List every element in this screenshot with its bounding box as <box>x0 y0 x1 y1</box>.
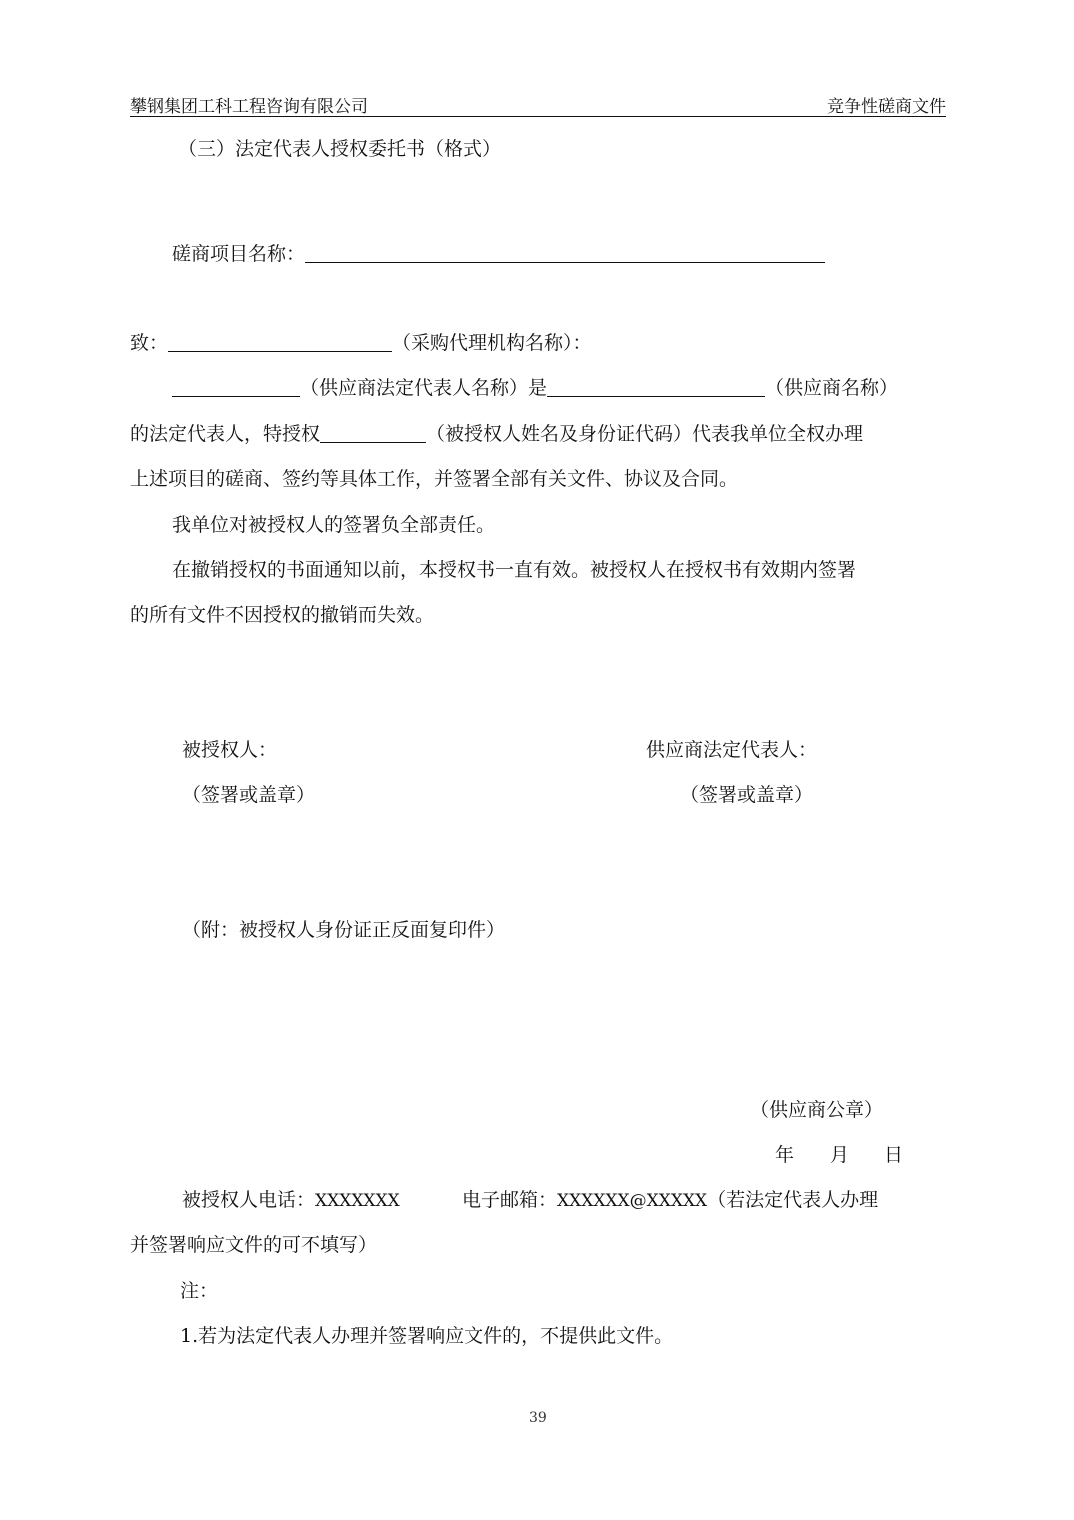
date-day: 日 <box>884 1144 904 1166</box>
header-company: 攀钢集团工科工程咨询有限公司 <box>130 97 368 117</box>
body-para-3-line-2: 的所有文件不因授权的撤销而失效。 <box>130 604 435 626</box>
body-line-2-prefix: 的法定代表人，特授权 <box>130 423 321 445</box>
supplier-hint: （供应商名称） <box>765 377 899 399</box>
supplier-seal-label: （供应商公章） <box>750 1099 884 1121</box>
email-label: 电子邮箱： <box>462 1189 558 1211</box>
date-month: 月 <box>830 1144 850 1166</box>
attachment-note: （附：被授权人身份证正反面复印件） <box>182 919 506 941</box>
body-line-1 <box>172 375 898 401</box>
contact-line <box>182 1187 400 1214</box>
header-rule <box>130 116 946 117</box>
supplier-name-blank <box>547 376 765 397</box>
section-title: （三）法定代表人授权委托书（格式） <box>178 138 502 160</box>
body-line-2 <box>130 421 863 447</box>
authorized-person-label: 被授权人： <box>182 739 278 761</box>
project-name-row <box>172 241 825 267</box>
page-number: 39 <box>529 1410 547 1426</box>
email-line <box>462 1187 878 1214</box>
notes-heading: 注： <box>180 1280 219 1302</box>
contact-note-line-2: 并签署响应文件的可不填写） <box>130 1234 378 1256</box>
body-line-2-suffix: （被授权人姓名及身份证代码）代表我单位全权办理 <box>426 423 864 445</box>
agency-hint: （采购代理机构名称）： <box>392 332 592 354</box>
contact-note-line-1: （若法定代表人办理 <box>707 1189 879 1211</box>
agency-name-blank <box>168 331 392 352</box>
body-para-2: 我单位对被授权人的签署负全部责任。 <box>172 514 496 536</box>
email-value: XXXXXX@XXXXX <box>557 1191 708 1211</box>
body-line-3: 上述项目的磋商、签约等具体工作，并签署全部有关文件、协议及合同。 <box>130 468 739 490</box>
phone-label: 被授权人电话： <box>182 1189 316 1211</box>
legal-rep-sign: （签署或盖章） <box>680 784 814 806</box>
header-doc-type: 竞争性磋商文件 <box>827 97 946 117</box>
authorized-name-blank <box>320 422 426 443</box>
notes-item-1: 1.若为法定代表人办理并签署响应文件的，不提供此文件。 <box>180 1325 674 1347</box>
project-name-label: 磋商项目名称： <box>172 243 306 265</box>
legal-rep-name-blank <box>172 376 300 397</box>
date-year: 年 <box>775 1144 795 1166</box>
legal-rep-hint: （供应商法定代表人名称）是 <box>300 377 548 399</box>
phone-value: XXXXXXX <box>315 1191 400 1211</box>
authorized-person-sign: （签署或盖章） <box>182 784 316 806</box>
body-para-3-line-1: 在撤销授权的书面通知以前，本授权书一直有效。被授权人在授权书有效期内签署 <box>172 559 857 581</box>
legal-rep-label: 供应商法定代表人： <box>646 739 818 761</box>
project-name-blank <box>305 242 825 263</box>
to-line <box>130 330 592 356</box>
to-prefix: 致： <box>130 332 169 354</box>
